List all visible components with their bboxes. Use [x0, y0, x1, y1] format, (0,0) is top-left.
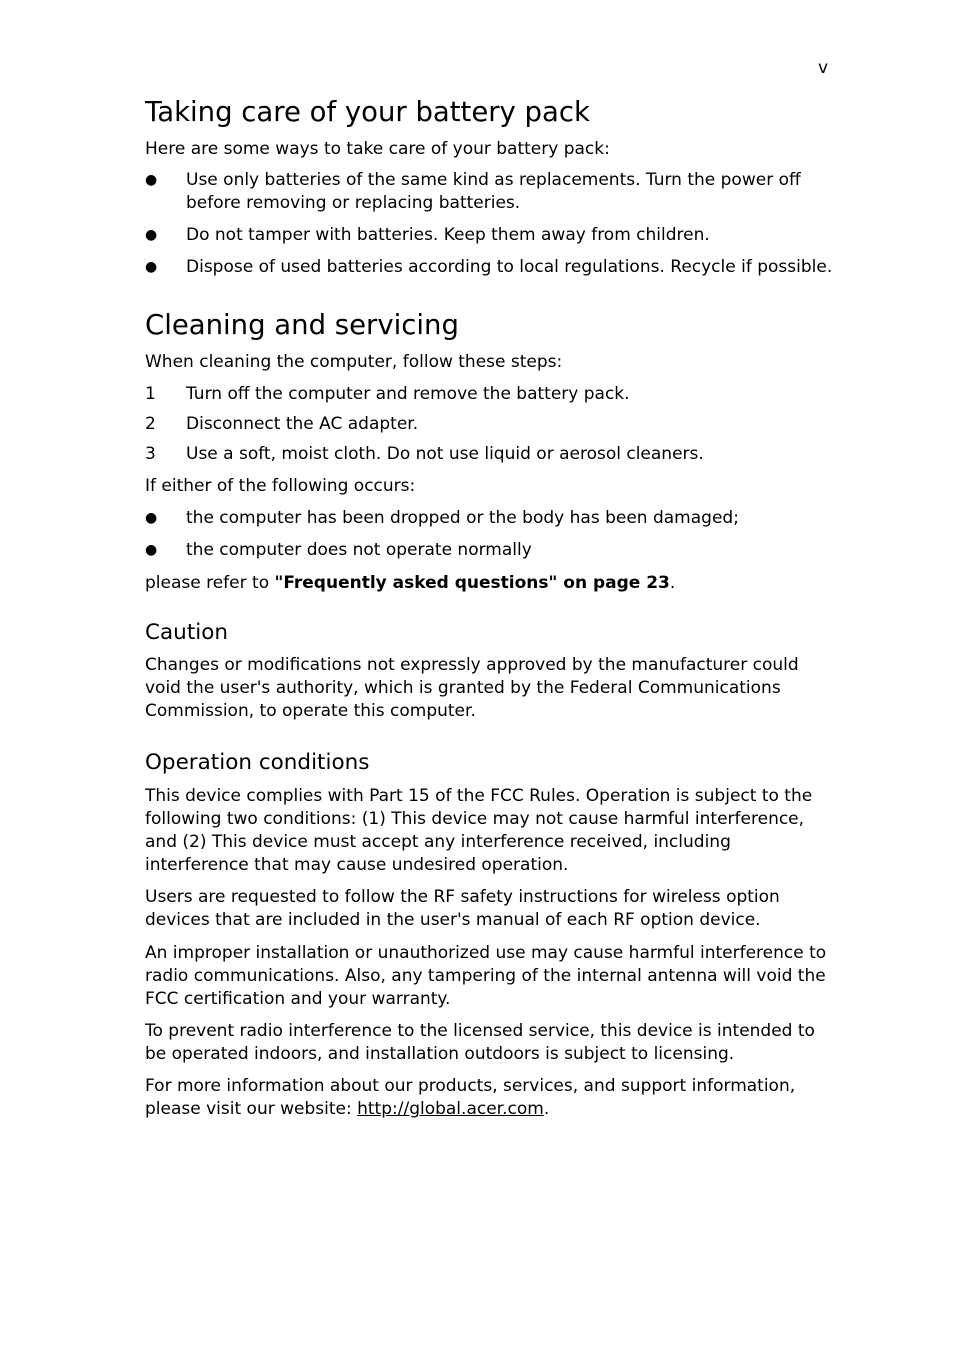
list-item [145, 383, 835, 406]
operation-title: Operation conditions [145, 750, 370, 775]
step-text: Disconnect the AC adapter. [186, 414, 419, 434]
battery-title: Taking care of your battery pack [145, 96, 590, 128]
cleaning-intro: When cleaning the computer, follow these steps: [145, 352, 563, 372]
operation-paragraph: An improper installation or unauthorized use may cause harmful interference to radio communications. Also, any tampering of the internal antenna will void the FCC certification and your warranty. [145, 943, 827, 1009]
refer-paragraph [145, 572, 835, 595]
operation-paragraph: Users are requested to follow the RF safety instructions for wireless option devices that are included in the user's manual of each RF option device. [145, 887, 780, 930]
faq-link[interactable]: "Frequently asked questions" on page 23 [274, 573, 670, 593]
list-item [145, 413, 835, 436]
list-item-text: Use only batteries of the same kind as replacements. Turn the power off before removing or replacing batteries. [186, 170, 801, 213]
step-number: 3 [145, 444, 156, 464]
list-item [145, 539, 835, 562]
caution-text: Changes or modifications not expressly approved by the manufacturer could void the user's authority, which is granted by the Federal Communications Commission, to operate this computer. [145, 655, 799, 721]
operation-paragraph: To prevent radio interference to the licensed service, this device is intended to be operated indoors, and installation outdoors is subject to licensing. [145, 1021, 815, 1064]
list-item-text: Dispose of used batteries according to local regulations. Recycle if possible. [186, 257, 833, 277]
list-item [145, 443, 835, 466]
website-link[interactable]: http://global.acer.com [357, 1099, 544, 1119]
operation-paragraph: This device complies with Part 15 of the FCC Rules. Operation is subject to the following two conditions: (1) This device may not cause harmful interference, and (2) This device must accept any interference received, including interference that may cause undesired operation. [145, 786, 813, 875]
step-text: Use a soft, moist cloth. Do not use liquid or aerosol cleaners. [186, 444, 704, 464]
bullet-icon: ● [145, 542, 158, 558]
caution-title: Caution [145, 620, 228, 645]
list-item [145, 256, 835, 279]
step-text: Turn off the computer and remove the battery pack. [186, 384, 630, 404]
list-item [145, 224, 835, 247]
list-item-text: the computer does not operate normally [186, 540, 532, 560]
refer-suffix: . [669, 573, 676, 593]
bullet-icon: ● [145, 172, 158, 188]
battery-intro: Here are some ways to take care of your battery pack: [145, 139, 610, 159]
bullet-icon: ● [145, 259, 158, 275]
page-number: v [818, 58, 829, 78]
cleaning-title: Cleaning and servicing [145, 309, 459, 341]
step-number: 1 [145, 384, 156, 404]
website-suffix: . [543, 1099, 550, 1119]
list-item-text: the computer has been dropped or the body has been damaged; [186, 508, 739, 528]
list-item [145, 507, 835, 530]
list-item-text: Do not tamper with batteries. Keep them away from children. [186, 225, 710, 245]
occurs-intro: If either of the following occurs: [145, 476, 416, 496]
refer-prefix: please refer to [145, 573, 275, 593]
step-number: 2 [145, 414, 156, 434]
list-item [145, 169, 835, 215]
page-content [145, 94, 835, 1121]
website-paragraph [145, 1075, 835, 1121]
website-prefix: For more information about our products, services, and support information, please visit our website: [145, 1076, 796, 1119]
bullet-icon: ● [145, 510, 158, 526]
bullet-icon: ● [145, 227, 158, 243]
